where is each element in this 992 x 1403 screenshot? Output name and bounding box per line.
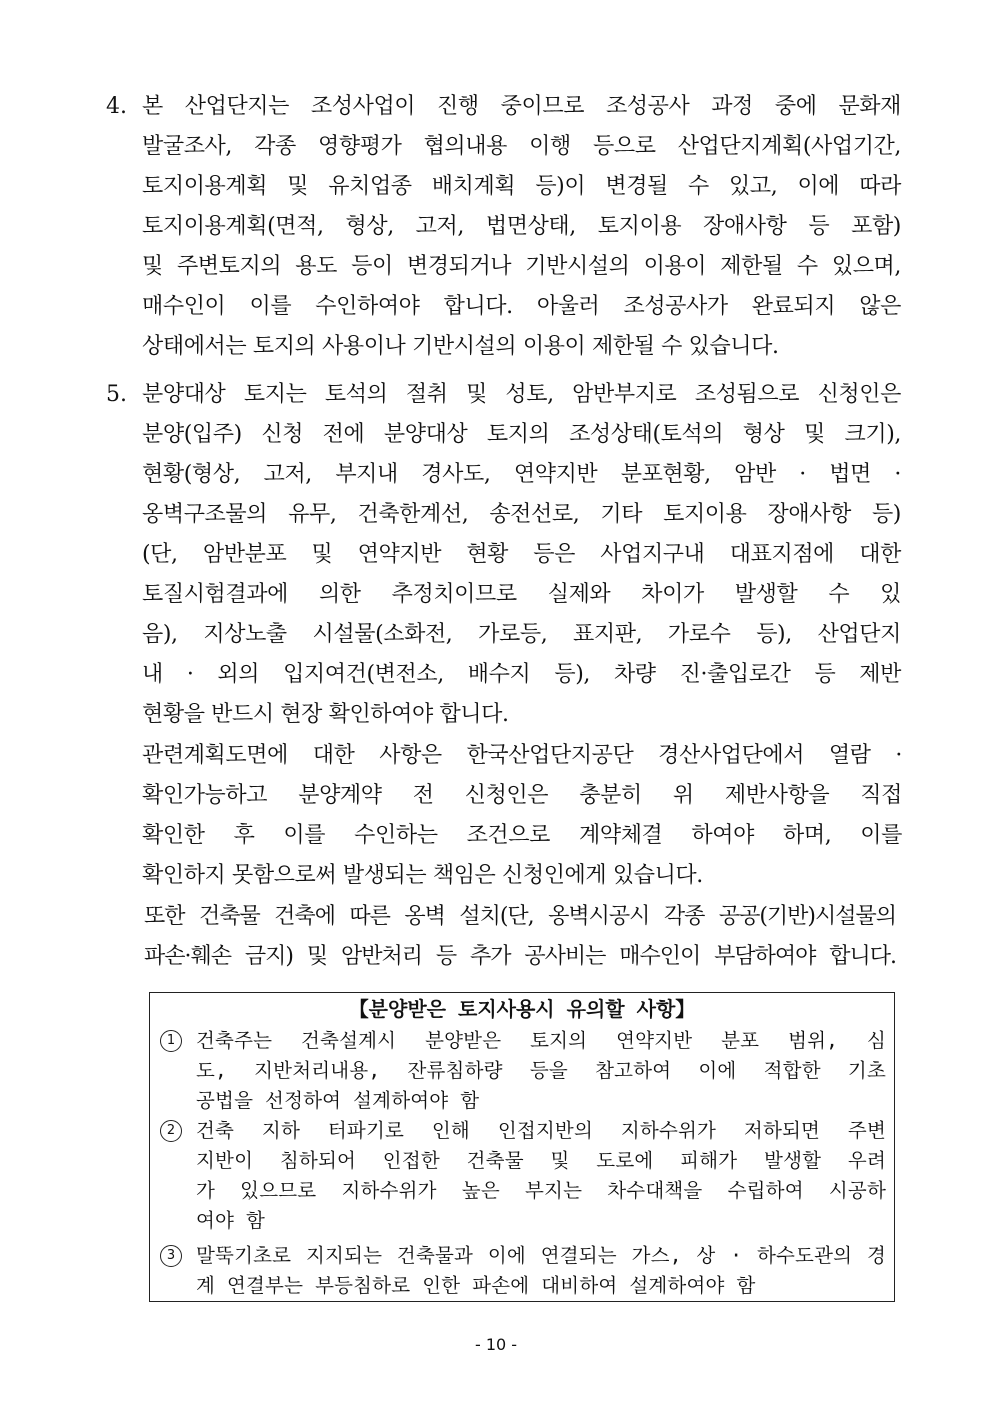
item-number: 5.	[106, 382, 127, 407]
text-line: 분양대상 토지는 토석의 절취 및 성토, 암반부지로 조성됨으로 신청인은	[142, 382, 901, 407]
note-line: 도, 지반처리내용, 잔류침하량 등을 참고하여 이에 적합한 기초	[196, 1059, 886, 1082]
item-4	[106, 87, 901, 367]
notice-title: 【분양받은 토지사용시 유의할 사항】	[348, 997, 696, 1021]
text-line: 현황을 반드시 현장 확인하여야 합니다.	[142, 702, 509, 727]
circled-number-icon: 1	[160, 1030, 182, 1052]
note-line: 건축 지하 터파기로 인해 인접지반의 지하수위가 저하되면 주변	[196, 1119, 886, 1142]
note-line: 말뚝기초로 지지되는 건축물과 이에 연결되는 가스, 상 · 하수도관의 경	[196, 1244, 886, 1267]
text-line: 확인가능하고 분양계약 전 신청인은 충분히 위 제반사항을 직접	[142, 783, 902, 808]
text-line: 본 산업단지는 조성사업이 진행 중이므로 조성공사 과정 중에 문화재	[142, 94, 901, 119]
text-line: 내 · 외의 입지여건(변전소, 배수지 등), 차량 진·출입로간 등 제반	[142, 662, 901, 687]
note-line: 여야 함	[196, 1209, 266, 1232]
text-line: 토지이용계획 및 유치업종 배치계획 등)이 변경될 수 있고, 이에 따라	[142, 174, 901, 199]
note-line: 가 있으므로 지하수위가 높은 부지는 차수대책을 수립하여 시공하	[196, 1179, 886, 1202]
item-5	[106, 375, 901, 735]
text-line: 매수인이 이를 수인하여야 합니다. 아울러 조성공사가 완료되지 않은	[142, 294, 901, 319]
notice-item-2	[160, 1116, 886, 1236]
text-line: 상태에서는 토지의 사용이나 기반시설의 이용이 제한될 수 있습니다.	[142, 334, 779, 359]
text-line: 확인한 후 이를 수인하는 조건으로 계약체결 하여야 하며, 이를	[142, 823, 902, 848]
text-line: 현황(형상, 고저, 부지내 경사도, 연약지반 분포현황, 암반 · 법면 ·	[142, 462, 901, 487]
page-number: - 10 -	[474, 1335, 518, 1354]
text-line: 확인하지 못함으로써 발생되는 책임은 신청인에게 있습니다.	[142, 863, 703, 888]
text-line: 옹벽구조물의 유무, 건축한계선, 송전선로, 기타 토지이용 장애사항 등)	[142, 502, 901, 527]
text-line: 및 주변토지의 용도 등이 변경되거나 기반시설의 이용이 제한될 수 있으며,	[142, 254, 901, 279]
text-line: 토질시험결과에 의한 추정치이므로 실제와 차이가 발생할 수 있	[142, 582, 901, 607]
related-plans-paragraph	[142, 736, 902, 896]
text-line: (단, 암반분포 및 연약지반 현황 등은 사업지구내 대표지점에 대한	[142, 542, 901, 567]
item-number: 4.	[106, 94, 127, 119]
text-line: 음), 지상노출 시설물(소화전, 가로등, 표지판, 가로수 등), 산업단지	[142, 622, 901, 647]
circled-number-icon: 2	[160, 1120, 182, 1142]
text-line: 또한 건축물 건축에 따른 옹벽 설치(단, 옹벽시공시 각종 공공(기반)시설물의	[144, 904, 896, 929]
note-line: 계 연결부는 부등침하로 인한 파손에 대비하여 설계하여야 함	[196, 1274, 756, 1297]
note-line: 건축주는 건축설계시 분양받은 토지의 연약지반 분포 범위, 심	[196, 1029, 886, 1052]
text-line: 관련계획도면에 대한 사항은 한국산업단지공단 경산사업단에서 열람 ·	[142, 743, 902, 768]
text-line: 파손·훼손 금지) 및 암반처리 등 추가 공사비는 매수인이 부담하여야 합니다.	[144, 944, 896, 969]
note-line: 지반이 침하되어 인접한 건축물 및 도로에 피해가 발생할 우려	[196, 1149, 886, 1172]
notice-item-3	[160, 1241, 886, 1301]
note-line: 공법을 선정하여 설계하여야 함	[196, 1089, 480, 1112]
text-line: 분양(입주) 신청 전에 분양대상 토지의 조성상태(토석의 형상 및 크기),	[142, 422, 901, 447]
notice-item-1	[160, 1026, 886, 1116]
text-line: 발굴조사, 각종 영향평가 협의내용 이행 등으로 산업단지계획(사업기간,	[142, 134, 901, 159]
notice-box	[149, 992, 895, 1302]
text-line: 토지이용계획(면적, 형상, 고저, 법면상태, 토지이용 장애사항 등 포함)	[142, 214, 901, 239]
circled-number-icon: 3	[160, 1245, 182, 1267]
additional-cost-paragraph	[144, 897, 896, 977]
